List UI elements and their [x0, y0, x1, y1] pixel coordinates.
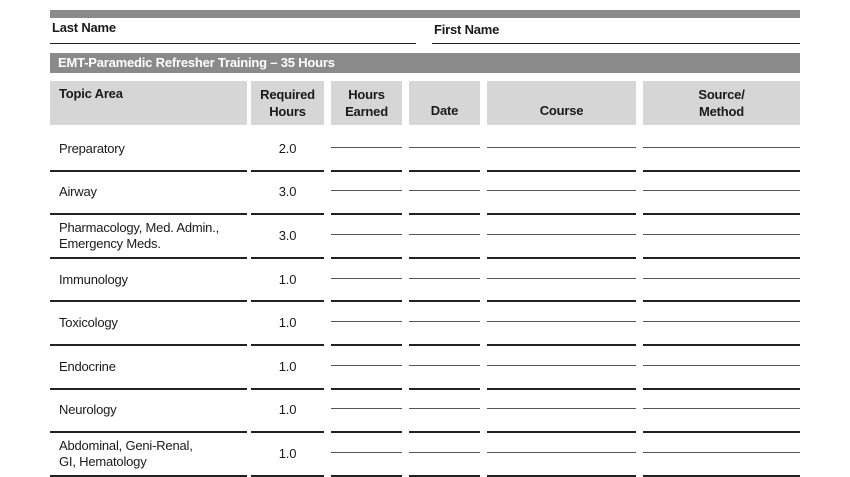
source-entry-line[interactable]: [643, 190, 800, 191]
earned-entry-line[interactable]: [331, 278, 402, 279]
course-entry-line[interactable]: [487, 408, 636, 409]
source-entry-line[interactable]: [643, 147, 800, 148]
row-divider: [251, 344, 324, 346]
topic-area-text: Airway: [59, 184, 97, 200]
earned-entry-underline[interactable]: [331, 475, 402, 477]
earned-entry-underline[interactable]: [331, 213, 402, 215]
earned-entry-line[interactable]: [331, 147, 402, 148]
date-entry-underline[interactable]: [409, 344, 480, 346]
topic-area-text: Neurology: [59, 402, 117, 418]
first-name-label: First Name: [434, 22, 500, 37]
topic-area-text: Toxicology: [59, 315, 118, 331]
source-entry-underline[interactable]: [643, 300, 800, 302]
last-name-label: Last Name: [52, 20, 116, 35]
topic-area-cell: [59, 438, 249, 470]
row-divider: [50, 431, 247, 433]
earned-entry-underline[interactable]: [331, 257, 402, 259]
topic-area-cell: [59, 272, 249, 288]
row-divider: [50, 213, 247, 215]
course-entry-line[interactable]: [487, 278, 636, 279]
course-entry-underline[interactable]: [487, 257, 636, 259]
row-divider: [50, 257, 247, 259]
required-hours-cell: 1.0: [278, 271, 297, 287]
top-divider-bar: [50, 10, 800, 18]
col-header-hours-earned: [331, 81, 402, 125]
date-entry-underline[interactable]: [409, 475, 480, 477]
date-entry-underline[interactable]: [409, 431, 480, 433]
course-entry-underline[interactable]: [487, 300, 636, 302]
course-entry-underline[interactable]: [487, 213, 636, 215]
topic-area-text: Endocrine: [59, 358, 116, 374]
col-header-course: [487, 81, 636, 125]
col-header-source-method: [643, 81, 800, 125]
course-entry-line[interactable]: [487, 321, 636, 322]
topic-area-cell: [59, 359, 249, 375]
source-entry-underline[interactable]: [643, 475, 800, 477]
row-divider: [50, 344, 247, 346]
earned-entry-underline[interactable]: [331, 170, 402, 172]
date-entry-line[interactable]: [409, 408, 480, 409]
earned-entry-line[interactable]: [331, 452, 402, 453]
col-header-required-hours: [251, 81, 324, 125]
date-entry-underline[interactable]: [409, 257, 480, 259]
source-entry-line[interactable]: [643, 234, 800, 235]
course-entry-line[interactable]: [487, 147, 636, 148]
col-header-topic-area: [50, 81, 247, 125]
date-entry-line[interactable]: [409, 452, 480, 453]
course-entry-line[interactable]: [487, 452, 636, 453]
source-entry-underline[interactable]: [643, 344, 800, 346]
col-header-course-text: Course: [539, 103, 584, 118]
row-divider: [251, 388, 324, 390]
row-divider: [251, 213, 324, 215]
row-divider: [50, 300, 247, 302]
required-hours-cell: 1.0: [278, 446, 297, 461]
col-header-hours-earned-line1: Hours: [348, 87, 385, 102]
earned-entry-underline[interactable]: [331, 344, 402, 346]
earned-entry-line[interactable]: [331, 234, 402, 235]
last-name-field[interactable]: [50, 43, 416, 44]
required-hours-cell: 1.0: [278, 358, 297, 374]
topic-area-cell: [59, 402, 249, 418]
topic-area-text: Immunology: [59, 271, 128, 287]
topic-area-text: Emergency Meds.: [59, 236, 161, 251]
earned-entry-line[interactable]: [331, 408, 402, 409]
row-divider: [251, 257, 324, 259]
row-divider: [50, 170, 247, 172]
first-name-field[interactable]: [432, 43, 800, 44]
course-entry-line[interactable]: [487, 234, 636, 235]
topic-area-text: Preparatory: [59, 140, 125, 156]
earned-entry-line[interactable]: [331, 365, 402, 366]
col-header-required-hours-line2: Hours: [269, 104, 306, 119]
source-entry-underline[interactable]: [643, 257, 800, 259]
col-header-topic-area-text: Topic Area: [59, 86, 123, 101]
date-entry-underline[interactable]: [409, 388, 480, 390]
col-header-source-method-line1: Source/: [698, 87, 745, 102]
source-entry-line[interactable]: [643, 278, 800, 279]
col-header-hours-earned-line2: Earned: [345, 104, 388, 119]
topic-area-text: Abdominal, Geni-Renal,: [59, 438, 193, 453]
required-hours-cell: 3.0: [278, 228, 297, 243]
col-header-date: [409, 81, 480, 125]
course-entry-line[interactable]: [487, 365, 636, 366]
course-entry-underline[interactable]: [487, 388, 636, 390]
topic-area-cell: [59, 141, 249, 157]
col-header-source-method-line2: Method: [698, 104, 744, 119]
source-entry-underline[interactable]: [643, 170, 800, 172]
row-divider: [50, 388, 247, 390]
date-entry-underline[interactable]: [409, 170, 480, 172]
source-entry-line[interactable]: [643, 321, 800, 322]
topic-area-text: Pharmacology, Med. Admin.,: [59, 220, 220, 235]
col-header-date-text: Date: [430, 103, 459, 118]
date-entry-line[interactable]: [409, 190, 480, 191]
source-entry-line[interactable]: [643, 452, 800, 453]
earned-entry-underline[interactable]: [331, 388, 402, 390]
course-entry-line[interactable]: [487, 190, 636, 191]
topic-area-cell: [59, 184, 249, 200]
topic-area-cell: [59, 220, 249, 252]
topic-area-cell: [59, 315, 249, 331]
date-entry-line[interactable]: [409, 234, 480, 235]
required-hours-cell: 1.0: [278, 315, 297, 331]
row-divider: [251, 170, 324, 172]
date-entry-line[interactable]: [409, 147, 480, 148]
course-entry-underline[interactable]: [487, 431, 636, 433]
row-divider: [251, 431, 324, 433]
source-entry-line[interactable]: [643, 365, 800, 366]
section-title-bar: EMT-Paramedic Refresher Training – 35 Hours: [50, 53, 800, 73]
earned-entry-underline[interactable]: [331, 300, 402, 302]
date-entry-line[interactable]: [409, 365, 480, 366]
earned-entry-line[interactable]: [331, 321, 402, 322]
source-entry-underline[interactable]: [643, 213, 800, 215]
course-entry-underline[interactable]: [487, 344, 636, 346]
col-header-required-hours-line1: Required: [260, 87, 315, 102]
required-hours-cell: 3.0: [278, 184, 297, 200]
date-entry-line[interactable]: [409, 321, 480, 322]
required-hours-cell: 1.0: [278, 402, 297, 418]
date-entry-underline[interactable]: [409, 213, 480, 215]
course-entry-underline[interactable]: [487, 475, 636, 477]
row-divider: [50, 475, 247, 477]
date-entry-underline[interactable]: [409, 300, 480, 302]
topic-area-text: GI, Hematology: [59, 454, 147, 469]
earned-entry-line[interactable]: [331, 190, 402, 191]
row-divider: [251, 300, 324, 302]
course-entry-underline[interactable]: [487, 170, 636, 172]
row-divider: [251, 475, 324, 477]
required-hours-cell: 2.0: [278, 140, 297, 156]
source-entry-line[interactable]: [643, 408, 800, 409]
date-entry-line[interactable]: [409, 278, 480, 279]
source-entry-underline[interactable]: [643, 388, 800, 390]
earned-entry-underline[interactable]: [331, 431, 402, 433]
source-entry-underline[interactable]: [643, 431, 800, 433]
